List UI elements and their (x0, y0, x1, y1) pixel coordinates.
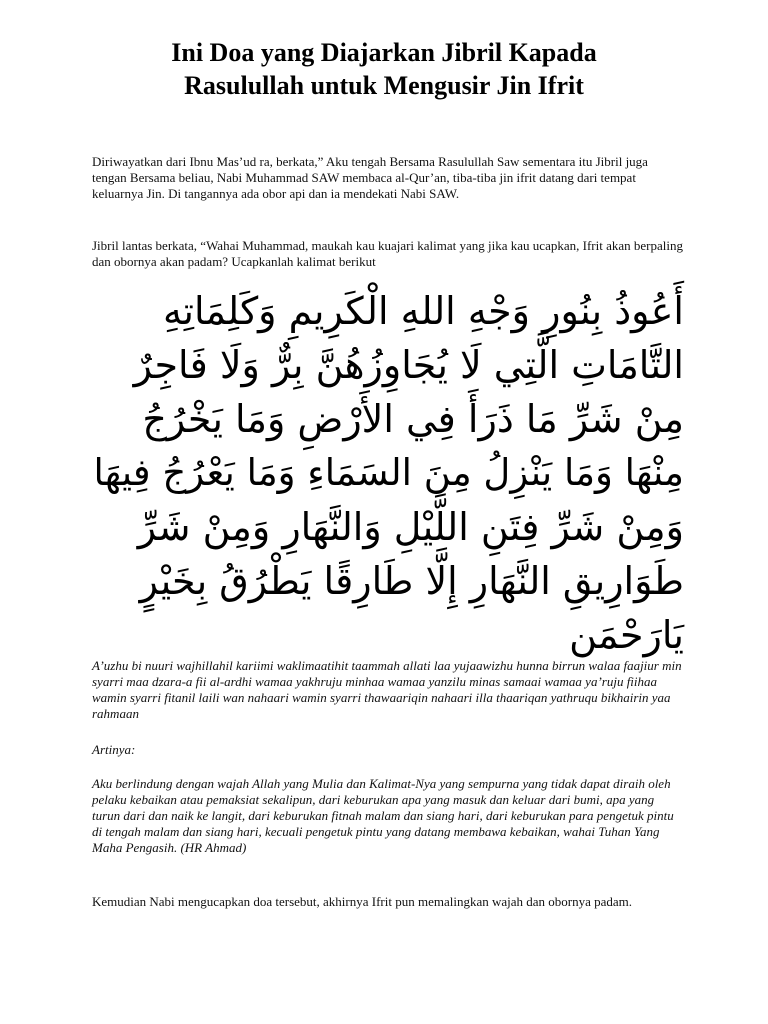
arabic-line-5: وَمِنْ شَرِّ فِتَنِ اللَّيْلِ وَالنَّهَارِ وَمِنْ شَرِّ (137, 505, 684, 549)
jibril-paragraph: Jibril lantas berkata, “Wahai Muhammad, maukah kau kuajari kalimat yang jika kau ucapkan, Ifrit akan berpaling dan obornya akan padam? Ucapkanlah kalimat berikut (92, 238, 683, 269)
arabic-line-3: مِنْ شَرِّ مَا ذَرَأَ فِي الأَرْضِ وَمَا يَخْرُجُ (142, 397, 684, 441)
intro-paragraph: Diriwayatkan dari Ibnu Mas’ud ra, berkata,” Aku tengah Bersama Rasulullah Saw sementara itu Jibril juga tengan Bersama beliau, Nabi Muhammad SAW membaca al-Qur’an, tiba-tiba jin ifrit datang dari tempat keluarnya Jin. Di tangannya ada obor api dan ia mendekati Nabi SAW. (92, 154, 648, 201)
arabic-line-1: أَعُوذُ بِنُورِ وَجْهِ اللهِ الْكَرِيمِ وَكَلِمَاتِهِ (163, 289, 684, 333)
translation-paragraph: Aku berlindung dengan wajah Allah yang Mulia dan Kalimat-Nya yang sempurna yang tidak dapat diraih oleh pelaku kebaikan atau pemaksiat sekalipun, dari keburukan apa yang masuk dan keluar dari bumi, apa yang turun dari dan naik ke langit, dari keburukan fitnah malam dan siang hari, dari keburukan para pengetuk pintu di tengah malam dan siang hari, kecuali pengetuk pintu yang datang membawa kebaikan, wahai Tuhan Yang Maha Pengasih. (HR Ahmad) (92, 776, 674, 855)
arabic-line-7: يَارَحْمَن (569, 613, 684, 657)
arabic-line-6: طَوَارِيقِ النَّهَارِ إِلَّا طَارِقًا يَطْرُقُ بِخَيْرٍ (139, 559, 684, 603)
transliteration-paragraph: A’uzhu bi nuuri wajhillahil kariimi waklimaatihit taammah allati laa yujaawizhu hunna birrun walaa faajiur min syarri maa dzara-a fii al-ardhi wamaa yakhruju minhaa wamaa yanzilu minas samaai wamaa ya’ruju fiihaa wamin syarri fitanil laili wan nahaari wamin syarri thawaariqin nahaari illa thaariqan yathruqu bikhairin yaa rahmaan (92, 658, 682, 721)
arabic-line-2: التَّامَاتِ الَّتِي لَا يُجَاوِزُهُنَّ بِرٌّ وَلَا فَاجِرٌ (133, 343, 684, 387)
document-title (60, 36, 708, 102)
arabic-prayer (88, 284, 684, 662)
closing-paragraph: Kemudian Nabi mengucapkan doa tersebut, akhirnya Ifrit pun memalingkan wajah dan obornya padam. (92, 894, 633, 909)
title-line-2: Rasulullah untuk Mengusir Jin Ifrit (184, 71, 584, 100)
title-line-1: Ini Doa yang Diajarkan Jibril Kapada (171, 38, 597, 67)
artinya-label: Artinya: (92, 742, 136, 757)
arabic-line-4: مِنْهَا وَمَا يَنْزِلُ مِنَ السَمَاءِ وَمَا يَعْرُجُ فِيهَا (93, 451, 684, 494)
